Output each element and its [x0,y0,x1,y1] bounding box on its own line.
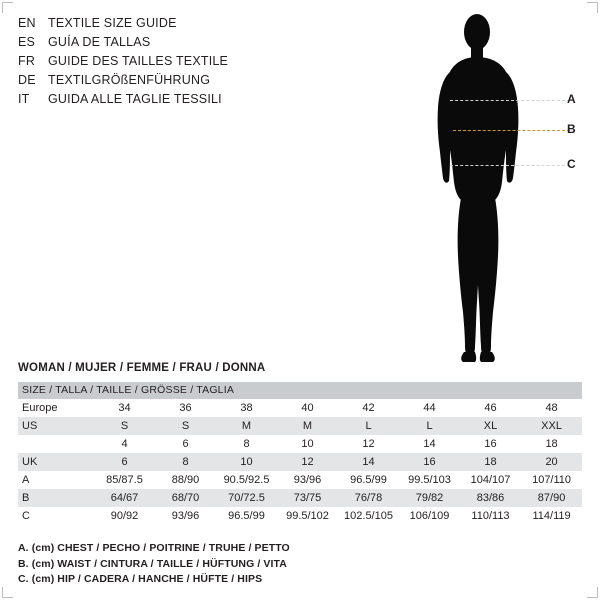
cell: 20 [521,453,582,471]
table-row [18,507,582,525]
female-body-figure [395,10,595,370]
cell: 102.5/105 [338,507,399,525]
corner-mark-bottom-left [2,587,13,598]
measure-line-waist [453,130,570,131]
cell: 48 [521,399,582,417]
cell: 44 [399,399,460,417]
cell: 110/113 [460,507,521,525]
cell: 87/90 [521,489,582,507]
cell: 38 [216,399,277,417]
cell: 40 [277,399,338,417]
measure-label-c: C [567,157,576,171]
language-code: IT [18,92,30,106]
language-title: GUIDE DES TAILLES TEXTILE [48,54,229,68]
cell: 114/119 [521,507,582,525]
cell: 76/78 [338,489,399,507]
cell: 12 [277,453,338,471]
cell: 16 [399,453,460,471]
cell: 14 [399,435,460,453]
row-label: A [18,471,94,489]
cell: 96.5/99 [216,507,277,525]
cell: XL [460,417,521,435]
cell: 34 [94,399,155,417]
cell: 68/70 [155,489,216,507]
cell: 12 [338,435,399,453]
cell: 6 [94,453,155,471]
cell: S [94,417,155,435]
language-title-list [18,16,338,111]
cell: 104/107 [460,471,521,489]
cell: 36 [155,399,216,417]
cell: 10 [277,435,338,453]
cell: 8 [216,435,277,453]
table-row [18,417,582,435]
table-row [18,399,582,417]
table-header-row [18,382,582,399]
cell: L [338,417,399,435]
cell: 79/82 [399,489,460,507]
cell: XXL [521,417,582,435]
cell: 42 [338,399,399,417]
female-silhouette-icon [395,10,595,370]
note-waist: B. (cm) WAIST / CINTURA / TAILLE / HÜFTUNG / VITA [18,557,287,570]
measure-line-chest [450,100,570,101]
cell: 107/110 [521,471,582,489]
cell: 16 [460,435,521,453]
corner-mark-bottom-right [587,587,598,598]
row-label: Europe [18,399,94,417]
cell: 93/96 [155,507,216,525]
cell: 73/75 [277,489,338,507]
note-hip: C. (cm) HIP / CADERA / HANCHE / HÜFTE / HIPS [18,573,263,585]
cell: 10 [216,453,277,471]
cell: 18 [460,453,521,471]
row-label: B [18,489,94,507]
measurement-notes [18,541,578,588]
cell: L [399,417,460,435]
language-code: ES [18,35,36,49]
cell: 18 [521,435,582,453]
table-header-label: SIZE / TALLA / TAILLE / GRÖSSE / TAGLIA [18,382,582,399]
cell: 88/90 [155,471,216,489]
measure-line-hip [450,165,570,166]
note-chest: A. (cm) CHEST / PECHO / POITRINE / TRUHE / PETTO [18,542,290,554]
size-table [18,382,582,525]
cell: 93/96 [277,471,338,489]
row-label: UK [18,453,94,471]
measure-label-a: A [567,92,576,106]
size-table-wrapper [18,382,582,525]
cell: 85/87.5 [94,471,155,489]
cell: 46 [460,399,521,417]
language-title: TEXTILGRÖßENFÜHRUNG [48,73,211,87]
cell: 14 [338,453,399,471]
language-title: GUÍA DE TALLAS [48,35,151,49]
cell: 64/67 [94,489,155,507]
cell: 99.5/102 [277,507,338,525]
language-title: GUIDA ALLE TAGLIE TESSILI [48,92,222,106]
language-row [18,16,338,35]
cell: 6 [155,435,216,453]
table-row [18,471,582,489]
cell: 4 [94,435,155,453]
language-row [18,54,338,73]
cell: S [155,417,216,435]
language-code: EN [18,16,36,30]
table-row [18,489,582,507]
row-label [18,435,94,453]
cell: 99.5/103 [399,471,460,489]
table-row [18,453,582,471]
language-row [18,35,338,54]
table-row [18,435,582,453]
measure-label-b: B [567,122,576,136]
cell: M [277,417,338,435]
cell: 90.5/92.5 [216,471,277,489]
cell: M [216,417,277,435]
language-title: TEXTILE SIZE GUIDE [48,16,177,30]
row-label: US [18,417,94,435]
section-caption-woman: WOMAN / MUJER / FEMME / FRAU / DONNA [18,362,266,374]
corner-mark-top-left [2,2,13,13]
cell: 70/72.5 [216,489,277,507]
language-code: FR [18,54,36,68]
language-code: DE [18,73,36,87]
cell: 106/109 [399,507,460,525]
cell: 90/92 [94,507,155,525]
cell: 96.5/99 [338,471,399,489]
row-label: C [18,507,94,525]
cell: 8 [155,453,216,471]
language-row [18,92,338,111]
cell: 83/86 [460,489,521,507]
language-row [18,73,338,92]
